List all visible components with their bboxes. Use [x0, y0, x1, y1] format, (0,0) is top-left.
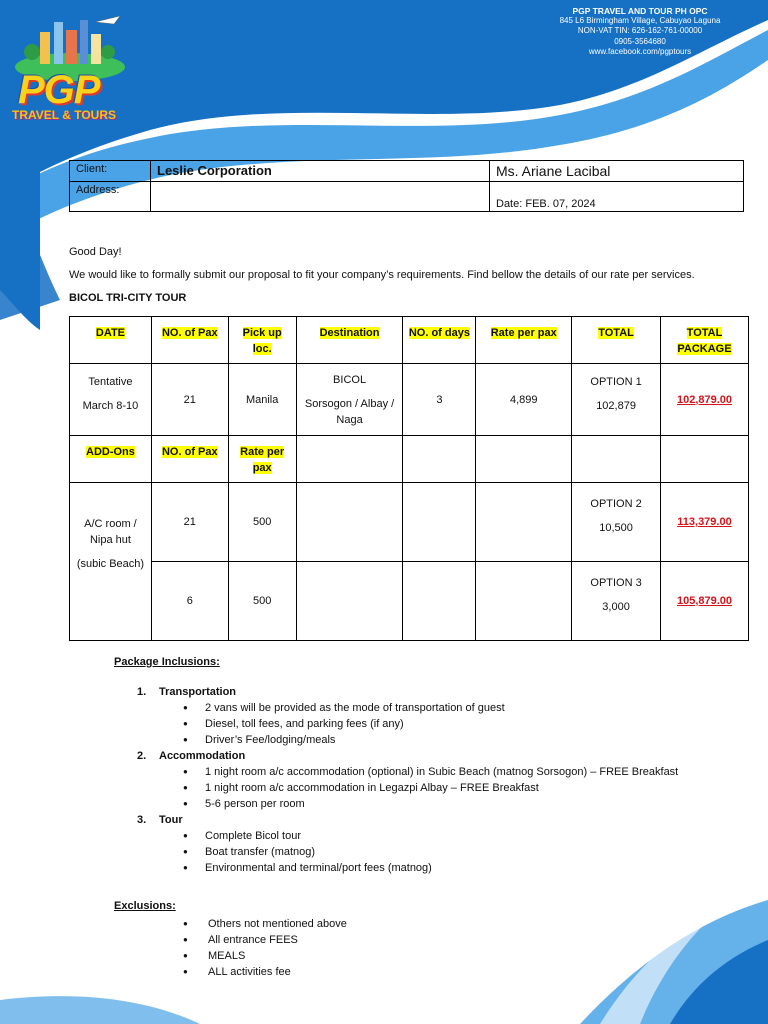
addon-pax-cell: 6	[151, 562, 228, 641]
company-tin: NON-VAT TIN: 626-162-761-00000	[577, 26, 703, 36]
client-name: Leslie Corporation	[151, 161, 490, 182]
exclusions-title: Exclusions:	[114, 900, 176, 912]
addon-header: ADD-Ons	[70, 436, 152, 483]
header-pax: NO. of Pax	[151, 317, 228, 364]
addon-rate-header: Rate per pax	[228, 436, 296, 483]
table-header-row	[70, 317, 749, 364]
addon-total-cell: OPTION 3 3,000	[572, 562, 661, 641]
addon-rate-cell: 500	[228, 483, 296, 562]
list-item: ● 1 night room a/c accommodation in Legazpi Albay – FREE Breakfast	[114, 780, 734, 796]
header-date: DATE	[70, 317, 152, 364]
addon-package-cell: 105,879.00	[661, 562, 749, 641]
company-address: 845 L6 Birmingham Village, Cabuyao Laguna	[559, 16, 721, 26]
company-name: PGP TRAVEL AND TOUR PH OPC	[572, 6, 708, 16]
list-item: ● 2 vans will be provided as the mode of transportation of guest	[114, 700, 734, 716]
list-item: ● Boat transfer (matnog)	[114, 844, 734, 860]
header-package: TOTAL PACKAGE	[661, 317, 749, 364]
company-logo	[10, 12, 130, 124]
company-website: www.facebook.com/pgptours	[588, 46, 692, 56]
pax-cell: 21	[151, 364, 228, 436]
list-item: ● ALL activities fee	[114, 964, 734, 980]
list-item: ● Complete Bicol tour	[114, 828, 734, 844]
header-total: TOTAL	[572, 317, 661, 364]
addon-total-cell: OPTION 2 10,500	[572, 483, 661, 562]
list-item: ● MEALS	[114, 948, 734, 964]
addon-pax-header: NO. of Pax	[151, 436, 228, 483]
package-inclusions	[114, 656, 734, 876]
addon-rate-cell: 500	[228, 562, 296, 641]
addon-pax-cell: 21	[151, 483, 228, 562]
logo-subtitle: TRAVEL & TOURS	[12, 108, 117, 122]
days-cell: 3	[403, 364, 476, 436]
rates-table	[69, 316, 749, 641]
client-label: Client:	[70, 161, 151, 182]
exclusions	[114, 900, 734, 980]
header-destination: Destination	[296, 317, 403, 364]
list-item: ● All entrance FEES	[114, 932, 734, 948]
inclusions-title: Package Inclusions:	[114, 656, 220, 668]
logo-wordmark: PGP	[18, 68, 100, 112]
addon-row-option-2	[70, 483, 749, 562]
tour-title: BICOL TRI-CITY TOUR	[69, 292, 187, 304]
inclusion-group-accommodation: 2. Accommodation	[137, 750, 246, 762]
greeting: Good Day!	[69, 246, 122, 258]
company-phone: 0905-3564680	[614, 36, 666, 46]
total-cell: OPTION 1 102,879	[572, 364, 661, 436]
address-value	[151, 182, 490, 212]
list-item: ● 5-6 person per room	[114, 796, 734, 812]
company-info	[540, 6, 740, 57]
destination-cell: BICOL Sorsogon / Albay / Naga	[296, 364, 403, 436]
header-days: NO. of days	[403, 317, 476, 364]
inclusion-group-transportation: 1. Transportation	[137, 686, 237, 698]
table-row-main	[70, 364, 749, 436]
contact-person: Ms. Ariane Lacibal	[490, 161, 744, 182]
addon-row-option-3	[70, 562, 749, 641]
proposal-date: Date: FEB. 07, 2024	[490, 182, 744, 212]
header-rate: Rate per pax	[476, 317, 572, 364]
list-item: ● Environmental and terminal/port fees (matnog)	[114, 860, 734, 876]
client-info-table	[69, 160, 744, 212]
rate-cell: 4,899	[476, 364, 572, 436]
list-item: ● 1 night room a/c accommodation (optional) in Subic Beach (matnog Sorsogon) – FREE Breakfast	[114, 764, 734, 780]
package-cell: 102,879.00	[661, 364, 749, 436]
list-item: ● Driver’s Fee/lodging/meals	[114, 732, 734, 748]
addon-header-row	[70, 436, 749, 483]
list-item: ● Others not mentioned above	[114, 916, 734, 932]
inclusion-group-tour: 3. Tour	[137, 814, 183, 826]
addon-label-cell: A/C room / Nipa hut (subic Beach)	[70, 483, 152, 641]
list-item: ● Diesel, toll fees, and parking fees (if any)	[114, 716, 734, 732]
addon-package-cell: 113,379.00	[661, 483, 749, 562]
intro-paragraph: We would like to formally submit our proposal to fit your company’s requirements. Find bellow the details of our rate per services.	[69, 269, 695, 281]
date-cell: Tentative March 8-10	[70, 364, 152, 436]
pickup-cell: Manila	[228, 364, 296, 436]
header-pickup: Pick up loc.	[228, 317, 296, 364]
address-label: Address:	[70, 182, 151, 212]
